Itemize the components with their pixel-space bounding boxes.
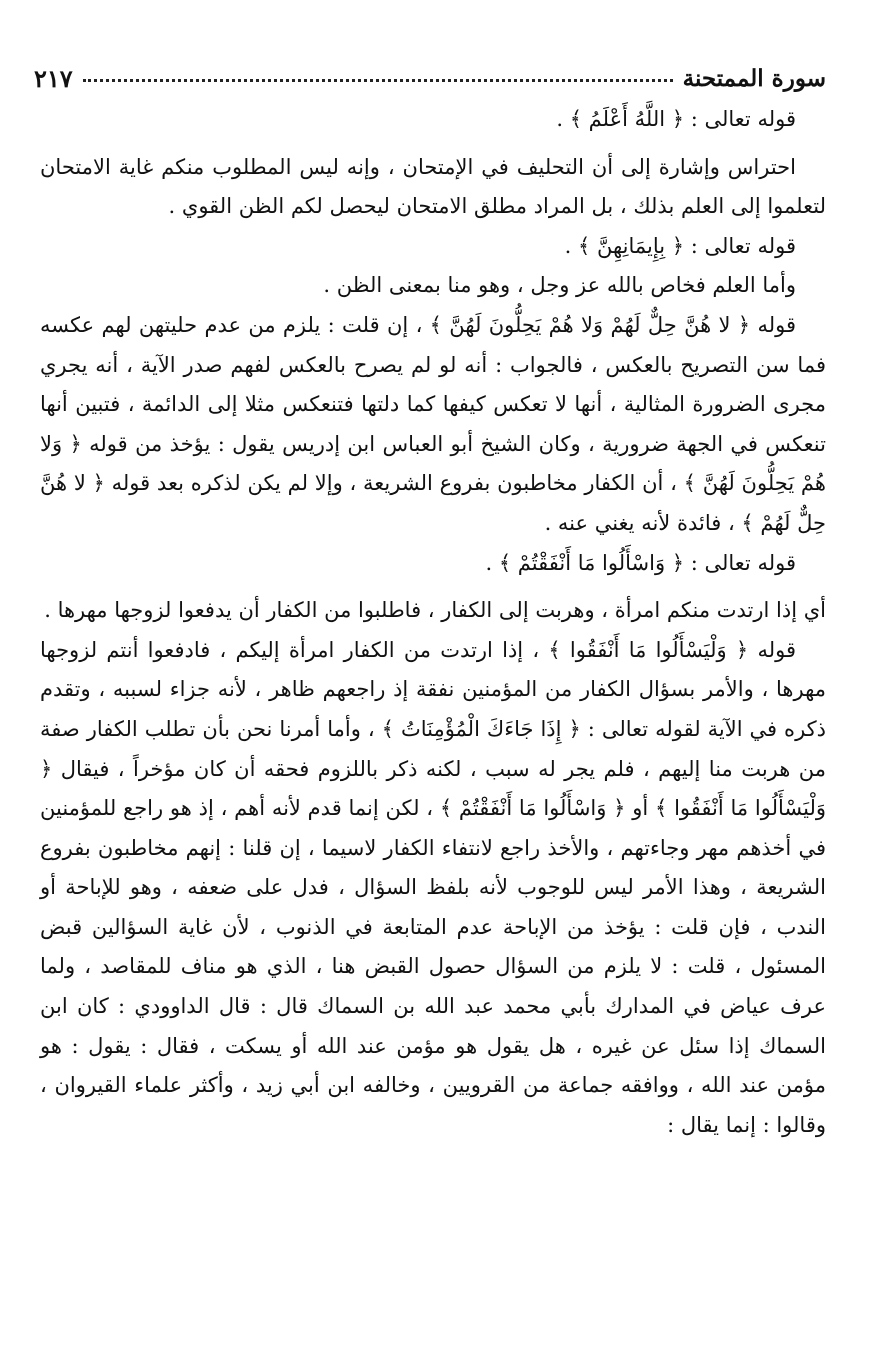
header-dotted-leader	[83, 79, 673, 82]
verse-heading: قوله تعالى : ﴿ اللَّهُ أَعْلَمُ ﴾ .	[556, 107, 796, 131]
commentary-paragraph: وأما العلم فخاص بالله عز وجل ، وهو منا بمعنى الظن .	[323, 273, 796, 298]
page-header	[34, 58, 826, 98]
commentary-paragraph: قوله ﴿ لا هُنَّ حِلٌّ لَهُمْ وَلا هُمْ يَحِلُّونَ لَهُنَّ ﴾ ، إن قلت : يلزم من عدم حليتهن لهم عكسه فما سن التصريح بالعكس ، فالجواب : أنه لو لم يصرح بالعكس لفهم صدر الآية ، أنه يجري مجرى الضرورة المثالية ، أنها لا تعكس كيفها كما دلتها فتنعكس مثلا إلى الدائمة ، فتبين أنها تنعكس في الجهة ضرورية ، وكان الشيخ أبو العباس ابن إدريس يقول : يؤخذ من قوله ﴿ وَلا هُمْ يَحِلُّونَ لَهُنَّ ﴾ ، أن الكفار مخاطبون بفروع الشريعة ، وإلا لم يكن لذكره بعد قوله ﴿ لا هُنَّ حِلٌّ لَهُمْ ﴾ ، فائدة لأنه يغني عنه .	[40, 312, 826, 535]
verse-heading: قوله تعالى : ﴿ بِإِيمَانِهِنَّ ﴾ .	[564, 233, 796, 258]
commentary-paragraph: احتراس وإشارة إلى أن التحليف في الإمتحان ، وإنه ليس المطلوب منكم غاية الامتحان لتعلموا إلى العلم بذلك ، بل المراد مطلق الامتحان ليحصل لكم الظن القوي .	[40, 154, 826, 219]
commentary-paragraph: أي إذا ارتدت منكم امرأة ، وهربت إلى الكفار ، فاطلبوا من الكفار أن يدفعوا لزوجها مهرها .	[44, 598, 826, 623]
page-body	[40, 100, 826, 1145]
surah-title: سورة الممتحنة	[682, 64, 826, 92]
page-number: ٢١٧	[34, 63, 73, 93]
commentary-paragraph: قوله ﴿ وَلْيَسْأَلُوا مَا أَنْفَقُوا ﴾ ، إذا ارتدت من الكفار امرأة إليكم ، فادفعوا أنتم لزوجها مهرها ، والأمر بسؤال الكفار من المؤمنين نفقة إذ راجعهم ظاهر ، لأنه جزاء لسببه ، وتقدم ذكره في الآية لقوله تعالى : ﴿ إِذَا جَاءَكَ الْمُؤْمِنَاتُ ﴾ ، وأما أمرنا نحن بأن تطلب الكفار صفة من هربت منا إليهم ، فلم يجر له سبب ، لكنه ذكر باللزوم فحقه أن كان مؤخراً ، فيقال ﴿ وَلْيَسْأَلُوا مَا أَنْفَقُوا ﴾ أو ﴿ وَاسْأَلُوا مَا أَنْفَقْتُمْ ﴾ ، لكن إنما قدم لأنه أهم ، إذ هو راجع للمؤمنين في أخذهم مهر وجاءتهم ، والأخذ راجع لانتفاء الكفار لاسيما ، إن قلنا : إنهم مخاطبون بفروع الشريعة ، وهذا الأمر ليس للوجوب لأنه بلفظ السؤال ، فدل على ضعفه ، وهو للإباحة أو الندب ، فإن قلت : يؤخذ من الإباحة عدم المتابعة في الذنوب ، لأن غاية السؤالين قبض المسئول ، قلت : لا يلزم من السؤال حصول القبض هنا ، الذي هو مناف للمقاصد ، ولما عرف عياض في المدارك بأبي محمد عبد الله بن السماك قال : قال الداوودي : كان ابن السماك إذا سئل عن غيره ، هل يقول هو مؤمن عند الله أو يسكت ، فقال : يقول : هو مؤمن عند الله ، ووافقه جماعة من القرويين ، وخالفه ابن أبي زيد ، وأكثر علماء القيروان ، وقالوا : إنما يقال :	[40, 637, 826, 1137]
verse-heading: قوله تعالى : ﴿ وَاسْأَلُوا مَا أَنْفَقْتُمْ ﴾ .	[485, 550, 796, 575]
